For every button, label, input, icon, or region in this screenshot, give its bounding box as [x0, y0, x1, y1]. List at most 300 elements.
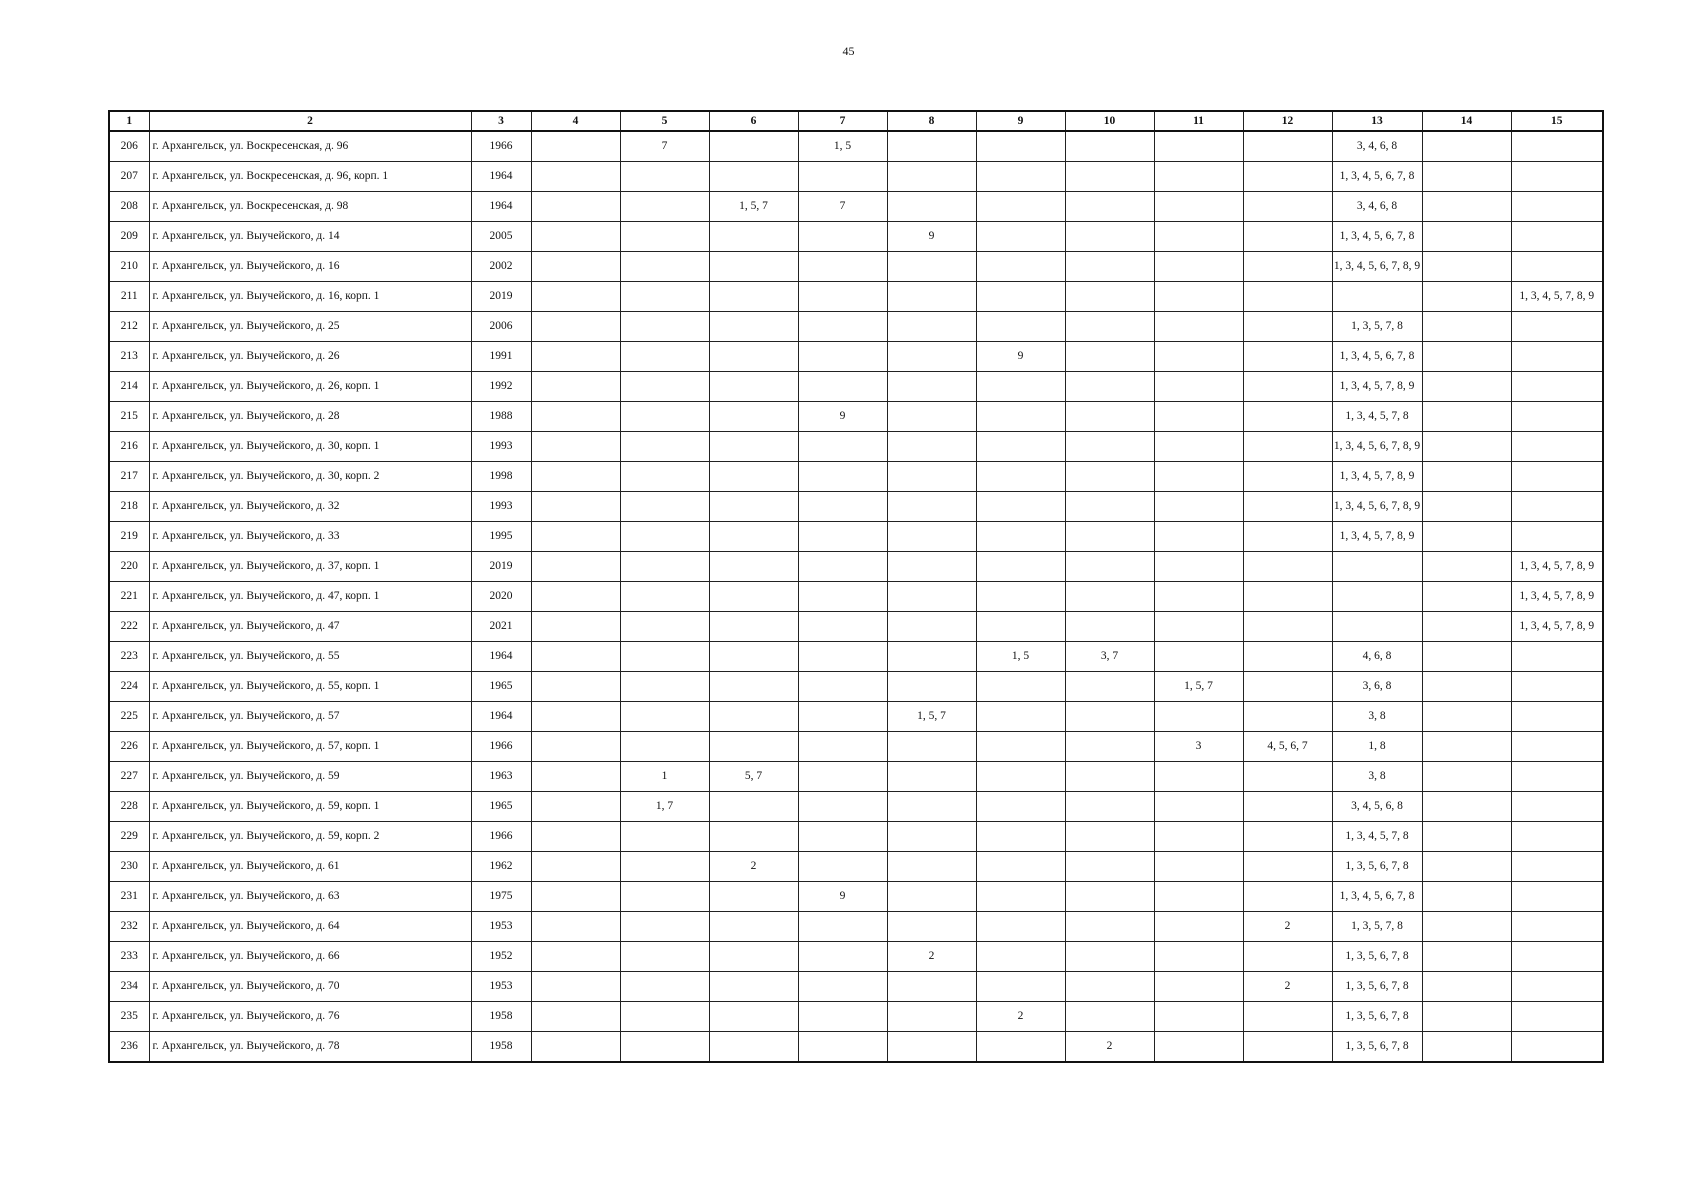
address-cell: г. Архангельск, ул. Выучейского, д. 55 — [149, 642, 471, 672]
address-cell: г. Архангельск, ул. Выучейского, д. 64 — [149, 912, 471, 942]
column-header-8: 8 — [887, 111, 976, 131]
table-cell — [798, 732, 887, 762]
table-cell — [887, 192, 976, 222]
address-cell: г. Архангельск, ул. Выучейского, д. 63 — [149, 882, 471, 912]
column-header-14: 14 — [1422, 111, 1511, 131]
table-row — [109, 762, 1603, 792]
table-cell — [887, 972, 976, 1002]
table-cell — [1154, 402, 1243, 432]
table-row — [109, 732, 1603, 762]
table-cell — [976, 792, 1065, 822]
table-cell — [976, 522, 1065, 552]
table-row — [109, 522, 1603, 552]
table-cell — [620, 1032, 709, 1063]
table-cell — [709, 1032, 798, 1063]
row-number-cell: 234 — [109, 972, 149, 1002]
table-cell: 1, 5 — [798, 131, 887, 162]
table-cell: 2 — [1243, 912, 1332, 942]
row-number-cell: 220 — [109, 552, 149, 582]
table-cell: 1 — [620, 762, 709, 792]
table-cell — [531, 252, 620, 282]
table-cell — [1511, 522, 1603, 552]
year-cell: 1953 — [471, 972, 531, 1002]
table-cell — [976, 762, 1065, 792]
table-cell — [1511, 492, 1603, 522]
table-cell — [1154, 702, 1243, 732]
table-cell — [1154, 642, 1243, 672]
table-cell — [1243, 702, 1332, 732]
table-cell — [798, 612, 887, 642]
table-cell — [1511, 131, 1603, 162]
table-cell — [1422, 642, 1511, 672]
address-cell: г. Архангельск, ул. Выучейского, д. 26 — [149, 342, 471, 372]
table-cell: 1, 3, 4, 5, 7, 8, 9 — [1332, 372, 1422, 402]
table-cell — [976, 702, 1065, 732]
column-header-7: 7 — [798, 111, 887, 131]
table-cell — [709, 372, 798, 402]
year-cell: 1964 — [471, 642, 531, 672]
table-cell — [1332, 552, 1422, 582]
table-cell — [976, 1032, 1065, 1063]
year-cell: 1966 — [471, 822, 531, 852]
table-cell — [709, 1002, 798, 1032]
table-cell — [531, 642, 620, 672]
table-cell — [887, 912, 976, 942]
year-cell: 1965 — [471, 672, 531, 702]
table-cell — [1154, 222, 1243, 252]
address-cell: г. Архангельск, ул. Выучейского, д. 37, корп. 1 — [149, 552, 471, 582]
table-row — [109, 972, 1603, 1002]
table-cell — [1243, 131, 1332, 162]
table-cell — [798, 792, 887, 822]
row-number-cell: 228 — [109, 792, 149, 822]
table-cell — [1422, 552, 1511, 582]
table-cell: 5, 7 — [709, 762, 798, 792]
table-cell — [1065, 192, 1154, 222]
table-cell — [1422, 372, 1511, 402]
table-cell — [798, 432, 887, 462]
table-row — [109, 131, 1603, 162]
table-cell — [1154, 492, 1243, 522]
row-number-cell: 217 — [109, 462, 149, 492]
table-cell — [887, 732, 976, 762]
table-cell — [798, 282, 887, 312]
table-row — [109, 582, 1603, 612]
table-cell — [976, 852, 1065, 882]
table-cell — [1422, 852, 1511, 882]
year-cell: 1953 — [471, 912, 531, 942]
table-cell — [1511, 1032, 1603, 1063]
table-cell — [1511, 252, 1603, 282]
table-cell — [798, 1032, 887, 1063]
table-cell — [1511, 702, 1603, 732]
table-cell: 1, 5 — [976, 642, 1065, 672]
table-cell — [1154, 522, 1243, 552]
address-cell: г. Архангельск, ул. Выучейского, д. 70 — [149, 972, 471, 1002]
table-cell — [709, 131, 798, 162]
table-cell — [1511, 672, 1603, 702]
table-cell — [531, 732, 620, 762]
address-cell: г. Архангельск, ул. Выучейского, д. 59 — [149, 762, 471, 792]
table-cell — [620, 672, 709, 702]
table-cell — [1065, 432, 1154, 462]
table-cell — [887, 282, 976, 312]
table-cell — [1422, 972, 1511, 1002]
table-cell — [1065, 762, 1154, 792]
table-cell — [1511, 762, 1603, 792]
table-cell — [620, 162, 709, 192]
table-cell — [1511, 372, 1603, 402]
table-row — [109, 852, 1603, 882]
table-body — [109, 131, 1603, 1062]
table-cell: 1, 5, 7 — [709, 192, 798, 222]
column-header-2: 2 — [149, 111, 471, 131]
table-cell — [620, 642, 709, 672]
table-cell — [1511, 312, 1603, 342]
table-cell: 1, 3, 4, 5, 6, 7, 8 — [1332, 162, 1422, 192]
table-cell — [531, 612, 620, 642]
row-number-cell: 221 — [109, 582, 149, 612]
year-cell: 1952 — [471, 942, 531, 972]
table-row — [109, 942, 1603, 972]
table-cell — [976, 582, 1065, 612]
table-cell — [1243, 372, 1332, 402]
table-cell — [887, 162, 976, 192]
table-cell: 1, 5, 7 — [887, 702, 976, 732]
table-cell: 3, 4, 6, 8 — [1332, 131, 1422, 162]
table-row — [109, 612, 1603, 642]
table-cell — [1243, 402, 1332, 432]
table-cell — [1422, 462, 1511, 492]
table-cell — [976, 822, 1065, 852]
table-cell — [1065, 942, 1154, 972]
table-row — [109, 882, 1603, 912]
address-cell: г. Архангельск, ул. Выучейского, д. 16 — [149, 252, 471, 282]
table-cell: 1, 3, 5, 7, 8 — [1332, 912, 1422, 942]
table-cell — [976, 492, 1065, 522]
address-cell: г. Архангельск, ул. Выучейского, д. 76 — [149, 1002, 471, 1032]
table-cell — [1243, 492, 1332, 522]
table-cell — [1422, 131, 1511, 162]
row-number-cell: 211 — [109, 282, 149, 312]
table-row — [109, 312, 1603, 342]
table-cell — [709, 612, 798, 642]
table-cell — [1065, 402, 1154, 432]
table-cell — [1243, 822, 1332, 852]
table-cell — [709, 282, 798, 312]
table-cell — [798, 372, 887, 402]
table-cell: 7 — [620, 131, 709, 162]
year-cell: 1958 — [471, 1032, 531, 1063]
table-cell — [620, 702, 709, 732]
table-cell — [620, 432, 709, 462]
row-number-cell: 233 — [109, 942, 149, 972]
row-number-cell: 226 — [109, 732, 149, 762]
table-cell — [1511, 1002, 1603, 1032]
year-cell: 1975 — [471, 882, 531, 912]
table-cell — [1511, 942, 1603, 972]
table-cell — [1065, 582, 1154, 612]
table-row — [109, 192, 1603, 222]
table-cell — [1065, 222, 1154, 252]
address-cell: г. Архангельск, ул. Воскресенская, д. 98 — [149, 192, 471, 222]
table-cell: 1, 3, 4, 5, 7, 8, 9 — [1511, 582, 1603, 612]
table-row — [109, 1002, 1603, 1032]
table-cell — [531, 312, 620, 342]
table-cell — [1422, 912, 1511, 942]
table-cell — [976, 732, 1065, 762]
table-cell — [1243, 432, 1332, 462]
table-cell — [798, 582, 887, 612]
table-cell — [531, 131, 620, 162]
table-cell: 1, 3, 5, 6, 7, 8 — [1332, 942, 1422, 972]
table-cell — [531, 882, 620, 912]
table-cell — [798, 972, 887, 1002]
table-cell — [709, 162, 798, 192]
row-number-cell: 210 — [109, 252, 149, 282]
table-cell — [1065, 852, 1154, 882]
table-cell — [1065, 912, 1154, 942]
table-cell — [1243, 552, 1332, 582]
table-cell — [887, 612, 976, 642]
table-cell — [1243, 942, 1332, 972]
table-cell — [531, 432, 620, 462]
year-cell: 1993 — [471, 492, 531, 522]
table-cell — [1065, 252, 1154, 282]
table-cell — [1422, 732, 1511, 762]
table-cell: 1, 3, 4, 5, 6, 7, 8, 9 — [1332, 432, 1422, 462]
table-cell — [709, 432, 798, 462]
table-cell — [1511, 912, 1603, 942]
table-cell — [709, 252, 798, 282]
table-cell — [798, 312, 887, 342]
table-cell — [1511, 192, 1603, 222]
table-cell — [1511, 642, 1603, 672]
address-cell: г. Архангельск, ул. Выучейского, д. 66 — [149, 942, 471, 972]
table-cell — [1065, 552, 1154, 582]
table-cell — [620, 222, 709, 252]
table-cell — [1243, 762, 1332, 792]
table-cell — [1154, 912, 1243, 942]
table-cell: 1, 3, 4, 5, 7, 8 — [1332, 822, 1422, 852]
table-cell — [709, 222, 798, 252]
row-number-cell: 216 — [109, 432, 149, 462]
table-row — [109, 552, 1603, 582]
table-cell — [620, 552, 709, 582]
column-header-3: 3 — [471, 111, 531, 131]
table-cell — [1154, 312, 1243, 342]
row-number-cell: 224 — [109, 672, 149, 702]
address-cell: г. Архангельск, ул. Выучейского, д. 28 — [149, 402, 471, 432]
table-cell — [709, 402, 798, 432]
table-cell: 9 — [976, 342, 1065, 372]
table-row — [109, 252, 1603, 282]
row-number-cell: 213 — [109, 342, 149, 372]
table-cell — [620, 822, 709, 852]
table-cell — [620, 252, 709, 282]
table-cell: 1, 3, 4, 5, 6, 7, 8, 9 — [1332, 492, 1422, 522]
page-number: 45 — [842, 44, 855, 58]
table-cell — [798, 252, 887, 282]
table-cell — [887, 762, 976, 792]
year-cell: 2002 — [471, 252, 531, 282]
table-cell: 3, 4, 6, 8 — [1332, 192, 1422, 222]
table-cell — [531, 762, 620, 792]
table-cell — [531, 342, 620, 372]
table-cell — [531, 552, 620, 582]
column-header-9: 9 — [976, 111, 1065, 131]
table-cell: 1, 3, 4, 5, 7, 8, 9 — [1511, 612, 1603, 642]
table-cell — [531, 912, 620, 942]
row-number-cell: 230 — [109, 852, 149, 882]
table-cell — [1511, 852, 1603, 882]
year-cell: 1958 — [471, 1002, 531, 1032]
table-cell — [1511, 462, 1603, 492]
year-cell: 2021 — [471, 612, 531, 642]
table-row — [109, 642, 1603, 672]
row-number-cell: 209 — [109, 222, 149, 252]
table-cell: 3, 8 — [1332, 702, 1422, 732]
table-cell — [531, 162, 620, 192]
table-cell — [887, 792, 976, 822]
row-number-cell: 212 — [109, 312, 149, 342]
table-cell — [531, 672, 620, 702]
table-cell — [620, 192, 709, 222]
table-cell — [1154, 192, 1243, 222]
address-cell: г. Архангельск, ул. Выучейского, д. 59, корп. 2 — [149, 822, 471, 852]
table-cell — [1065, 612, 1154, 642]
table-cell — [798, 852, 887, 882]
year-cell: 1988 — [471, 402, 531, 432]
table-cell — [1422, 582, 1511, 612]
row-number-cell: 215 — [109, 402, 149, 432]
table-cell — [1243, 312, 1332, 342]
row-number-cell: 206 — [109, 131, 149, 162]
table-cell — [1065, 492, 1154, 522]
table-cell — [976, 942, 1065, 972]
table-cell: 2 — [1243, 972, 1332, 1002]
table-cell — [1243, 222, 1332, 252]
table-cell — [1422, 942, 1511, 972]
address-cell: г. Архангельск, ул. Выучейского, д. 57, корп. 1 — [149, 732, 471, 762]
year-cell: 2006 — [471, 312, 531, 342]
address-cell: г. Архангельск, ул. Воскресенская, д. 96 — [149, 131, 471, 162]
address-cell: г. Архангельск, ул. Выучейского, д. 47, корп. 1 — [149, 582, 471, 612]
table-cell — [620, 942, 709, 972]
table-row — [109, 1032, 1603, 1063]
table-cell — [798, 342, 887, 372]
table-cell — [887, 372, 976, 402]
table-cell — [887, 252, 976, 282]
table-cell — [709, 732, 798, 762]
table-cell — [1065, 1002, 1154, 1032]
table-cell — [709, 672, 798, 702]
table-cell: 4, 5, 6, 7 — [1243, 732, 1332, 762]
table-cell — [1511, 882, 1603, 912]
table-cell: 1, 3, 4, 5, 7, 8, 9 — [1332, 462, 1422, 492]
table-cell — [798, 492, 887, 522]
table-cell — [887, 1002, 976, 1032]
row-number-cell: 219 — [109, 522, 149, 552]
table-cell — [1332, 582, 1422, 612]
table-cell — [1243, 162, 1332, 192]
table-cell — [709, 882, 798, 912]
table-cell: 1, 3, 4, 5, 6, 7, 8 — [1332, 342, 1422, 372]
table-cell — [709, 342, 798, 372]
table-cell — [976, 882, 1065, 912]
table-cell — [1154, 131, 1243, 162]
table-cell: 1, 3, 5, 6, 7, 8 — [1332, 1002, 1422, 1032]
table-cell — [1154, 822, 1243, 852]
table-cell — [531, 792, 620, 822]
table-cell — [709, 462, 798, 492]
table-cell — [1065, 131, 1154, 162]
table-cell — [1511, 342, 1603, 372]
table-cell — [887, 552, 976, 582]
table-cell — [798, 642, 887, 672]
table-cell — [531, 222, 620, 252]
table-cell — [620, 582, 709, 612]
table-cell — [976, 131, 1065, 162]
table-cell: 1, 7 — [620, 792, 709, 822]
table-cell — [531, 522, 620, 552]
table-cell — [1065, 342, 1154, 372]
table-cell — [887, 492, 976, 522]
table-cell — [887, 342, 976, 372]
table-cell: 9 — [798, 882, 887, 912]
table-cell — [709, 552, 798, 582]
address-cell: г. Архангельск, ул. Воскресенская, д. 96, корп. 1 — [149, 162, 471, 192]
table-cell — [1422, 222, 1511, 252]
table-cell — [1511, 792, 1603, 822]
table-cell: 3, 6, 8 — [1332, 672, 1422, 702]
table-cell — [887, 312, 976, 342]
table-cell — [531, 942, 620, 972]
table-cell — [887, 672, 976, 702]
table-cell — [887, 462, 976, 492]
table-cell — [620, 282, 709, 312]
table-cell — [709, 792, 798, 822]
column-header-10: 10 — [1065, 111, 1154, 131]
table-cell — [1511, 402, 1603, 432]
table-cell — [798, 942, 887, 972]
table-cell — [709, 642, 798, 672]
table-cell — [531, 972, 620, 1002]
column-header-5: 5 — [620, 111, 709, 131]
table-cell — [1154, 432, 1243, 462]
table-cell — [1243, 882, 1332, 912]
table-cell: 1, 3, 4, 5, 6, 7, 8, 9 — [1332, 252, 1422, 282]
table-cell — [887, 402, 976, 432]
table-cell — [1154, 882, 1243, 912]
table-cell: 2 — [887, 942, 976, 972]
table-cell — [620, 732, 709, 762]
table-cell — [531, 852, 620, 882]
table-cell — [531, 582, 620, 612]
table-cell — [976, 252, 1065, 282]
row-number-cell: 232 — [109, 912, 149, 942]
year-cell: 2019 — [471, 552, 531, 582]
table-row — [109, 492, 1603, 522]
table-cell — [1243, 642, 1332, 672]
table-cell — [1065, 462, 1154, 492]
table-cell — [1511, 432, 1603, 462]
table-cell — [1243, 522, 1332, 552]
table-cell — [1243, 282, 1332, 312]
year-cell: 1965 — [471, 792, 531, 822]
table-cell — [1422, 432, 1511, 462]
table-cell — [1243, 342, 1332, 372]
